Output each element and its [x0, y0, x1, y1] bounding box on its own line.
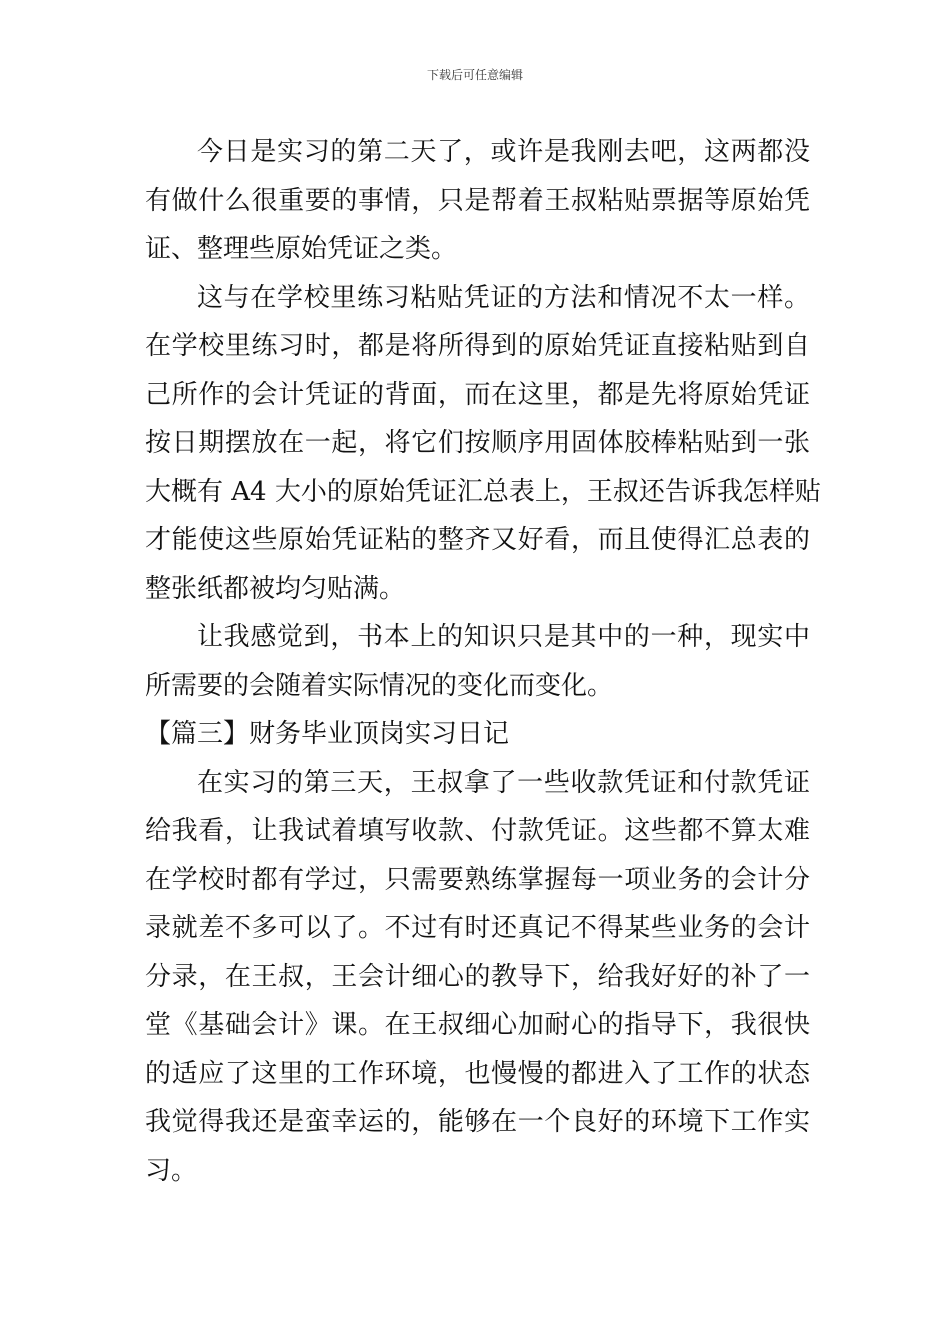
paragraph-1-line-1: 今日是实习的第二天了，或许是我刚去吧，这两都没 — [197, 137, 810, 167]
section-heading: 【篇三】财务毕业顶岗实习日记 — [145, 719, 510, 749]
paragraph-4-line-3: 在学校时都有学过，只需要熟练掌握每一项业务的会计分 — [145, 864, 810, 895]
paragraph-4-line-8: 我觉得我还是蛮幸运的，能够在一个良好的环境下工作实 — [145, 1107, 810, 1137]
paragraph-1-line-3: 证、整理些原始凭证之类。 — [145, 234, 458, 264]
document-body — [145, 128, 821, 1195]
paragraph-4-line-7: 的适应了这里的工作环境，也慢慢的都进入了工作的状态 — [145, 1058, 810, 1089]
paragraph-4-line-5: 分录，在王叔，王会计细心的教导下，给我好好的补了一 — [145, 961, 810, 992]
paragraph-2-line-1: 这与在学校里练习粘贴凭证的方法和情况不太一样。 — [197, 282, 810, 313]
paragraph-1-line-2: 有做什么很重要的事情，只是帮着王叔粘贴票据等原始凭 — [145, 185, 810, 216]
paragraph-2-line-6: 才能使这些原始凭证粘的整齐又好看，而且使得汇总表的 — [145, 525, 810, 555]
paragraph-2-line-7: 整张纸都被均匀贴满。 — [145, 573, 406, 604]
paragraph-4-line-1: 在实习的第三天，王叔拿了一些收款凭证和付款凭证 — [197, 767, 810, 798]
paragraph-2-line-4: 按日期摆放在一起，将它们按顺序用固体胶棒粘贴到一张 — [145, 428, 810, 458]
paragraph-2-line-2: 在学校里练习时，都是将所得到的原始凭证直接粘贴到自 — [145, 331, 810, 361]
page-header: 下载后可任意编辑 — [426, 68, 523, 82]
paragraph-4-line-2: 给我看，让我试着填写收款、付款凭证。这些都不算太难 — [145, 816, 810, 846]
paragraph-4-line-4: 录就差不多可以了。不过有时还真记不得某些业务的会计 — [145, 913, 810, 943]
paragraph-3-line-2: 所需要的会随着实际情况的变化而变化。 — [145, 670, 614, 701]
paragraph-2-line-3: 己所作的会计凭证的背面，而在这里，都是先将原始凭证 — [145, 379, 810, 410]
paragraph-2-line-5: 大概有 A4 大小的原始凭证汇总表上，王叔还告诉我怎样贴 — [145, 476, 821, 507]
paragraph-4-line-9: 习。 — [145, 1155, 198, 1186]
paragraph-4-line-6: 堂《基础会计》课。在王叔细心加耐心的指导下，我很快 — [145, 1010, 810, 1040]
paragraph-3-line-1: 让我感觉到，书本上的知识只是其中的一种，现实中 — [197, 622, 810, 652]
